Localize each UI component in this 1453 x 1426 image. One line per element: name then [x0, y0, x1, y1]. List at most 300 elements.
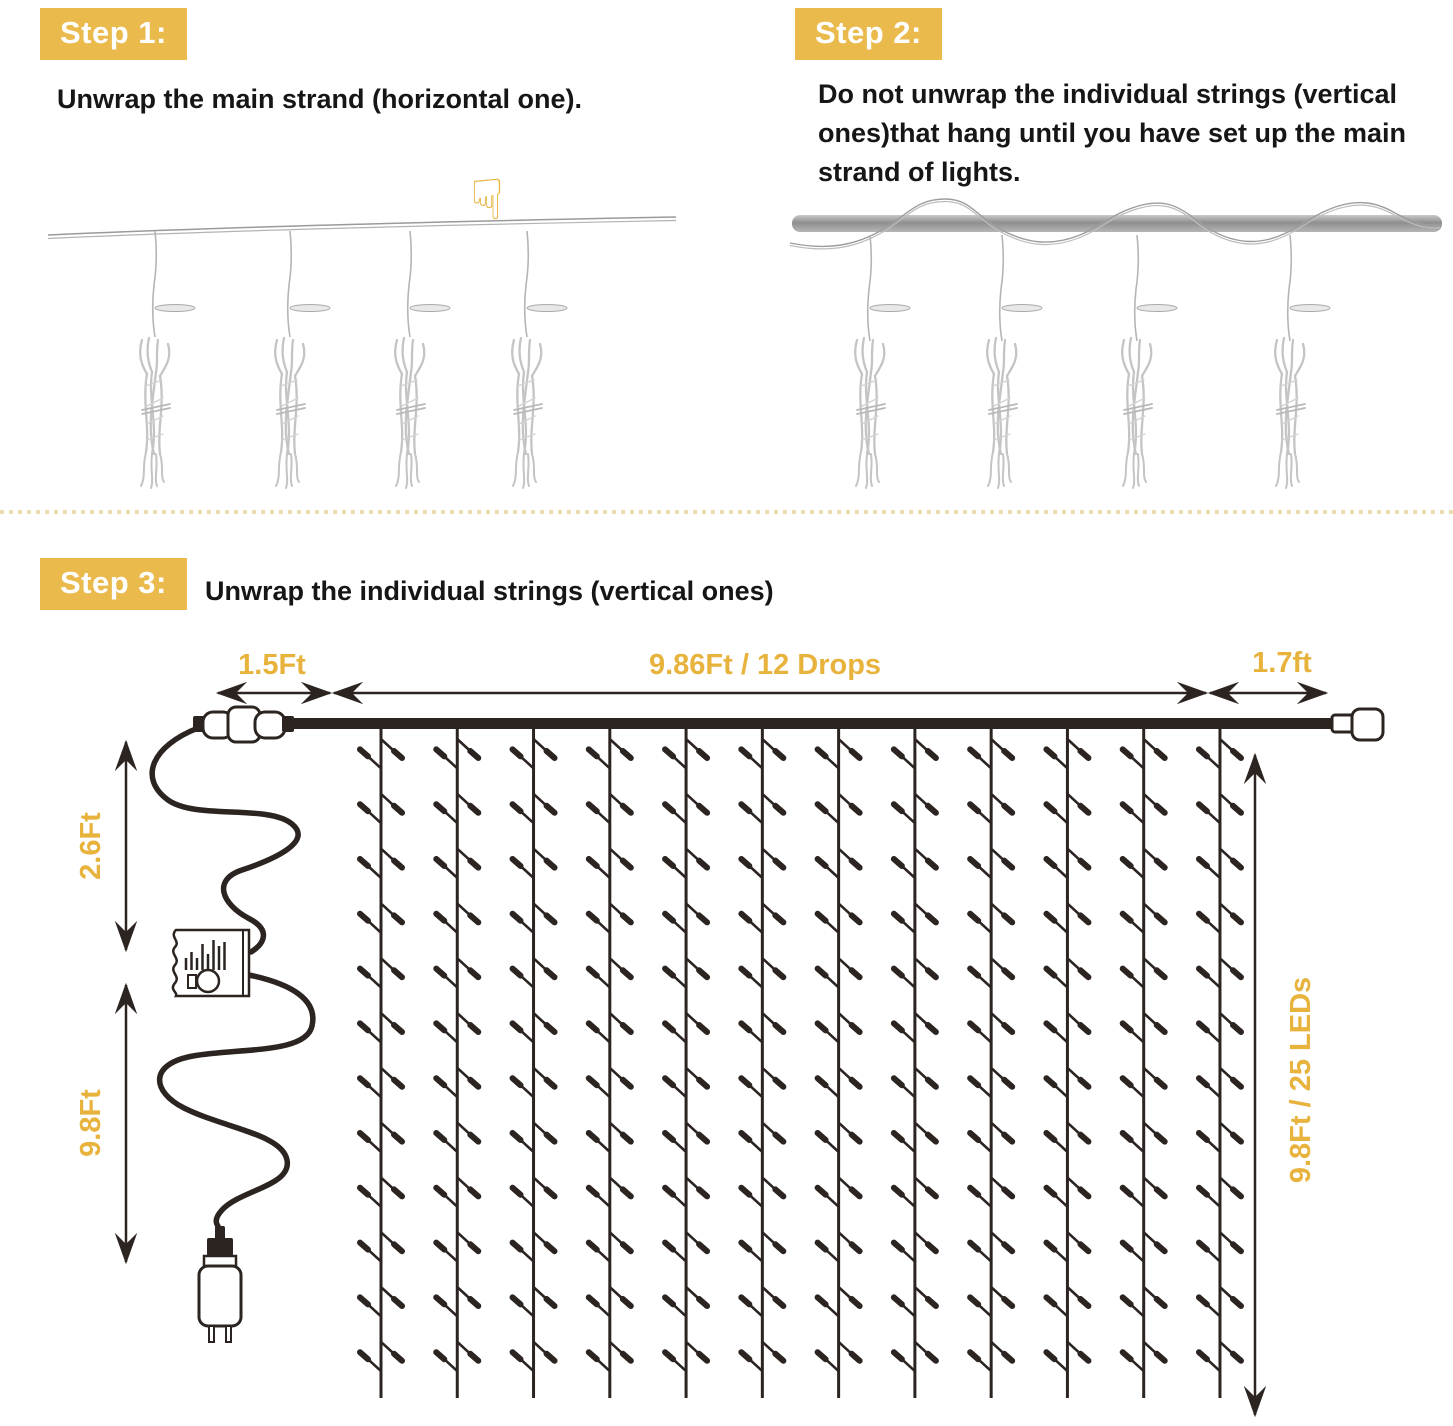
- led-bulb-icon: [699, 1025, 707, 1032]
- led-bulb-icon: [1157, 1135, 1165, 1142]
- led-bulb-icon: [1199, 914, 1207, 921]
- led-bulb-icon: [699, 915, 707, 922]
- led-bulb-icon: [1123, 914, 1131, 921]
- led-bulb-icon: [436, 1243, 444, 1250]
- switch-icon: [188, 975, 196, 988]
- led-bulb-icon: [589, 1188, 597, 1195]
- led-bulb-icon: [818, 1133, 826, 1140]
- led-bulb-icon: [589, 1078, 597, 1085]
- led-bulb-icon: [894, 1243, 902, 1250]
- led-bulb-icon: [818, 1243, 826, 1250]
- led-bulb-icon: [894, 749, 902, 756]
- led-bulb-icon: [894, 1188, 902, 1195]
- led-bulb-icon: [775, 1189, 783, 1196]
- wrapped-light-bundle: [140, 338, 170, 488]
- led-bulb-icon: [470, 915, 478, 922]
- led-bulb-icon: [818, 969, 826, 976]
- led-bulb-icon: [1157, 970, 1165, 977]
- led-bulb-icon: [1123, 1023, 1131, 1030]
- led-bulb-icon: [1233, 1080, 1241, 1087]
- led-bulb-icon: [394, 1080, 402, 1087]
- led-bulb-icon: [1046, 1297, 1054, 1304]
- led-bulb-icon: [894, 1352, 902, 1359]
- led-bulb-icon: [699, 1354, 707, 1361]
- led-bulb-icon: [852, 1025, 860, 1032]
- led-bulb-icon: [513, 1133, 521, 1140]
- wrapped-light-bundle: [395, 338, 425, 488]
- wrapped-light-bundle: [987, 338, 1017, 488]
- led-bulb-icon: [1004, 1189, 1012, 1196]
- led-bulb-icon: [741, 1243, 749, 1250]
- led-bulb-icon: [394, 970, 402, 977]
- led-bulb-icon: [699, 751, 707, 758]
- led-bulb-icon: [623, 1135, 631, 1142]
- led-bulb-icon: [394, 806, 402, 813]
- wire-clip: [527, 305, 567, 312]
- led-bulb-icon: [1046, 1078, 1054, 1085]
- led-bulb-icon: [470, 861, 478, 868]
- wrapped-light-bundle: [275, 338, 305, 488]
- led-bulb-icon: [589, 859, 597, 866]
- wire-clip: [410, 305, 450, 312]
- led-bulb-icon: [1080, 1025, 1088, 1032]
- led-bulb-icon: [360, 914, 368, 921]
- led-bulb-icon: [699, 970, 707, 977]
- left-connector-icon: [193, 707, 294, 742]
- led-bulb-icon: [775, 751, 783, 758]
- led-bulb-icon: [894, 1297, 902, 1304]
- led-bulb-icon: [1199, 749, 1207, 756]
- led-bulb-icon: [1233, 1354, 1241, 1361]
- led-bulb-icon: [436, 1133, 444, 1140]
- hanging-bundle: [855, 235, 910, 488]
- led-bulb-icon: [1233, 806, 1241, 813]
- drop-wire: [1000, 235, 1004, 341]
- led-bulb-icon: [665, 1352, 673, 1359]
- led-bulb-icon: [1046, 1188, 1054, 1195]
- led-bulb-icon: [1233, 1135, 1241, 1142]
- led-bulb-icon: [1233, 1189, 1241, 1196]
- led-bulb-icon: [818, 804, 826, 811]
- step3-instruction: Unwrap the individual strings (vertical ones): [205, 576, 774, 606]
- curtain-drop: [513, 724, 555, 1398]
- led-bulb-icon: [970, 804, 978, 811]
- led-bulb-icon: [970, 1188, 978, 1195]
- step3-diagram: [0, 628, 1453, 1426]
- led-bulb-icon: [852, 751, 860, 758]
- led-bulb-icon: [547, 915, 555, 922]
- main-strand-bar: [286, 718, 1332, 729]
- led-bulb-icon: [436, 804, 444, 811]
- curtain-drop: [818, 724, 860, 1398]
- led-bulb-icon: [1080, 970, 1088, 977]
- led-bulb-icon: [394, 915, 402, 922]
- led-bulb-icon: [928, 1299, 936, 1306]
- dim-power-upper-label: 2.6Ft: [75, 812, 107, 880]
- wrapped-light-bundle: [1122, 338, 1152, 488]
- led-bulb-icon: [970, 1297, 978, 1304]
- led-bulb-icon: [775, 1135, 783, 1142]
- led-bulb-icon: [513, 1243, 521, 1250]
- led-bulb-icon: [623, 1244, 631, 1251]
- led-bulb-icon: [894, 914, 902, 921]
- led-bulb-icon: [394, 751, 402, 758]
- led-bulb-icon: [1123, 859, 1131, 866]
- step1-badge: Step 1:: [40, 8, 187, 60]
- led-bulb-icon: [1199, 859, 1207, 866]
- hanging-bundles-group: [140, 231, 567, 488]
- led-bulb-icon: [665, 1243, 673, 1250]
- led-bulb-icon: [1199, 1133, 1207, 1140]
- curtain-drop: [970, 724, 1012, 1398]
- step2-illustration: [790, 155, 1453, 505]
- led-bulb-icon: [1199, 1243, 1207, 1250]
- led-bulb-icon: [547, 1135, 555, 1142]
- led-bulb-icon: [470, 1244, 478, 1251]
- drop-wire: [408, 231, 412, 337]
- led-bulb-icon: [1233, 861, 1241, 868]
- led-bulb-icon: [513, 1023, 521, 1030]
- led-bulb-icon: [928, 1135, 936, 1142]
- hanging-bundles-group: [855, 235, 1330, 488]
- hanging-bundle: [275, 231, 330, 488]
- led-bulb-icon: [360, 1352, 368, 1359]
- led-bulb-icon: [970, 859, 978, 866]
- led-bulb-icon: [1199, 1078, 1207, 1085]
- led-bulb-icon: [436, 969, 444, 976]
- led-bulb-icon: [470, 806, 478, 813]
- led-bulb-icon: [665, 1023, 673, 1030]
- led-bulb-icon: [775, 1025, 783, 1032]
- drop-wire: [153, 231, 157, 337]
- led-bulb-icon: [623, 1189, 631, 1196]
- led-bulb-icon: [928, 1080, 936, 1087]
- led-bulb-icon: [1004, 1244, 1012, 1251]
- led-bulb-icon: [1123, 1078, 1131, 1085]
- drop-wire: [525, 231, 529, 337]
- led-bulb-icon: [1157, 1244, 1165, 1251]
- step2-instruction: Do not unwrap the individual strings (vertical ones)that hang until you have set up the main strand of lights.: [818, 79, 1407, 188]
- led-bulb-icon: [513, 914, 521, 921]
- wrapped-light-bundle: [1275, 338, 1305, 488]
- led-bulb-icon: [852, 1299, 860, 1306]
- led-bulb-icon: [1233, 970, 1241, 977]
- led-bulb-icon: [513, 969, 521, 976]
- led-bulb-icon: [513, 1352, 521, 1359]
- led-bulb-icon: [470, 1299, 478, 1306]
- led-bulb-icon: [623, 1299, 631, 1306]
- led-bulb-icon: [1199, 1352, 1207, 1359]
- led-bulb-icon: [852, 1354, 860, 1361]
- curtain-drop: [1123, 724, 1165, 1398]
- led-bulb-icon: [1046, 804, 1054, 811]
- led-bulb-icon: [547, 1025, 555, 1032]
- led-bulb-icon: [894, 1133, 902, 1140]
- led-bulb-icon: [1046, 1243, 1054, 1250]
- led-bulb-icon: [1004, 751, 1012, 758]
- led-bulb-icon: [970, 1243, 978, 1250]
- led-bulb-icon: [1199, 1023, 1207, 1030]
- led-bulb-icon: [741, 914, 749, 921]
- led-bulb-icon: [1080, 1354, 1088, 1361]
- curtain-drop: [1199, 724, 1241, 1398]
- led-bulb-icon: [436, 749, 444, 756]
- led-bulb-icon: [665, 804, 673, 811]
- led-bulb-icon: [1123, 1352, 1131, 1359]
- led-bulb-icon: [360, 1297, 368, 1304]
- led-bulb-icon: [360, 1078, 368, 1085]
- led-bulb-icon: [928, 970, 936, 977]
- step3-badge: Step 3:: [40, 558, 187, 610]
- dimension-arrows: [126, 693, 1326, 1415]
- led-bulb-icon: [1080, 1080, 1088, 1087]
- led-bulb-icon: [394, 1135, 402, 1142]
- led-bulb-icon: [775, 1080, 783, 1087]
- led-bulb-icon: [1046, 969, 1054, 976]
- led-bulb-icon: [1080, 1299, 1088, 1306]
- button-icon: [197, 970, 219, 992]
- wire-clip: [1137, 305, 1177, 312]
- led-bulb-icon: [818, 859, 826, 866]
- led-bulb-icon: [1199, 1297, 1207, 1304]
- hanging-bundle: [512, 231, 567, 488]
- led-bulb-icon: [470, 1189, 478, 1196]
- led-bulb-icon: [589, 1023, 597, 1030]
- led-bulb-icon: [1080, 806, 1088, 813]
- led-bulb-icon: [623, 806, 631, 813]
- led-bulb-icon: [1004, 970, 1012, 977]
- led-bulb-icon: [818, 749, 826, 756]
- led-bulb-icon: [1123, 969, 1131, 976]
- drop-wire: [868, 235, 872, 341]
- led-bulb-icon: [894, 1023, 902, 1030]
- led-bulb-icon: [360, 1188, 368, 1195]
- wrapped-light-bundle: [512, 338, 542, 488]
- led-bulb-icon: [436, 1352, 444, 1359]
- drop-wire: [1288, 235, 1292, 341]
- led-bulb-icon: [852, 1080, 860, 1087]
- led-bulb-icon: [1123, 749, 1131, 756]
- led-bulb-icon: [360, 1023, 368, 1030]
- led-bulb-icon: [513, 804, 521, 811]
- led-bulb-icon: [394, 1189, 402, 1196]
- led-bulb-icon: [547, 970, 555, 977]
- led-bulb-icon: [1004, 1354, 1012, 1361]
- led-bulb-icon: [818, 914, 826, 921]
- led-bulb-icon: [894, 969, 902, 976]
- led-bulb-icon: [470, 1354, 478, 1361]
- led-bulb-icon: [1123, 1188, 1131, 1195]
- led-bulb-icon: [470, 1025, 478, 1032]
- led-bulb-icon: [623, 970, 631, 977]
- led-bulb-icon: [741, 969, 749, 976]
- led-bulb-icon: [928, 1354, 936, 1361]
- led-bulb-icon: [547, 1189, 555, 1196]
- curtain-drop: [894, 724, 936, 1398]
- led-bulb-icon: [436, 914, 444, 921]
- led-bulb-icon: [665, 1133, 673, 1140]
- led-bulb-icon: [1233, 751, 1241, 758]
- led-bulb-icon: [970, 749, 978, 756]
- led-bulb-icon: [970, 1023, 978, 1030]
- led-bulb-icon: [818, 1188, 826, 1195]
- dim-span-label: 9.86Ft / 12 Drops: [648, 649, 882, 681]
- led-bulb-icon: [1123, 804, 1131, 811]
- led-bulb-icon: [852, 1244, 860, 1251]
- led-bulb-icon: [1004, 861, 1012, 868]
- led-bulb-icon: [1233, 915, 1241, 922]
- led-bulb-icon: [589, 1243, 597, 1250]
- led-bulb-icon: [1233, 1025, 1241, 1032]
- led-bulb-icon: [775, 1354, 783, 1361]
- led-bulb-icon: [1080, 1135, 1088, 1142]
- main-strand-line: [48, 217, 676, 235]
- led-bulb-icon: [394, 1299, 402, 1306]
- drop-wire: [288, 231, 292, 337]
- led-bulb-icon: [741, 749, 749, 756]
- led-bulb-icon: [1233, 1299, 1241, 1306]
- led-bulb-icon: [436, 1188, 444, 1195]
- led-bulb-icon: [970, 1133, 978, 1140]
- led-bulb-icon: [547, 1080, 555, 1087]
- led-bulb-icon: [699, 1080, 707, 1087]
- led-bulb-icon: [775, 806, 783, 813]
- led-bulb-icon: [513, 749, 521, 756]
- right-connector-icon: [1332, 709, 1383, 740]
- led-bulb-icon: [699, 1135, 707, 1142]
- led-bulb-icon: [852, 915, 860, 922]
- led-bulb-icon: [513, 1297, 521, 1304]
- led-bulb-icon: [470, 970, 478, 977]
- led-bulb-icon: [1157, 1354, 1165, 1361]
- led-bulb-icon: [1046, 859, 1054, 866]
- led-bulb-icon: [623, 1025, 631, 1032]
- curtain-drop: [1046, 724, 1088, 1398]
- led-bulb-icon: [970, 1352, 978, 1359]
- hanging-bundle: [140, 231, 195, 488]
- led-bulb-icon: [589, 749, 597, 756]
- curtain-drop: [436, 724, 478, 1398]
- led-bulb-icon: [436, 1078, 444, 1085]
- wire-clip: [870, 305, 910, 312]
- controller-box-icon: [173, 930, 249, 996]
- led-bulb-icon: [818, 1078, 826, 1085]
- led-bulb-icon: [547, 806, 555, 813]
- led-bulb-icon: [1157, 915, 1165, 922]
- led-bulb-icon: [852, 1135, 860, 1142]
- led-bulb-icon: [665, 859, 673, 866]
- led-bulb-icon: [1046, 1133, 1054, 1140]
- led-bulb-icon: [513, 1188, 521, 1195]
- dim-drop-height-label: 9.8Ft / 25 LEDs: [1285, 976, 1317, 1184]
- led-bulb-icon: [1157, 1025, 1165, 1032]
- led-bulb-icon: [775, 1244, 783, 1251]
- led-bulb-icon: [623, 751, 631, 758]
- dim-power-lower-label: 9.8Ft: [75, 1089, 107, 1157]
- led-bulb-icon: [818, 1023, 826, 1030]
- dim-lead-left-label: 1.5Ft: [238, 649, 306, 681]
- led-bulb-icon: [1233, 1244, 1241, 1251]
- led-bulb-icon: [1004, 1299, 1012, 1306]
- led-bulb-icon: [894, 804, 902, 811]
- led-bulb-icon: [1157, 861, 1165, 868]
- led-bulb-icon: [1004, 1080, 1012, 1087]
- led-bulb-icon: [928, 1189, 936, 1196]
- led-bulb-icon: [547, 1244, 555, 1251]
- led-bulb-icon: [665, 1078, 673, 1085]
- down-pointing-hand-icon: ☟: [470, 168, 505, 231]
- led-bulb-icon: [741, 1078, 749, 1085]
- led-bulb-icon: [1199, 1188, 1207, 1195]
- led-bulb-icon: [623, 1354, 631, 1361]
- led-bulb-icon: [741, 1297, 749, 1304]
- led-bulb-icon: [589, 804, 597, 811]
- led-bulb-icon: [1157, 1299, 1165, 1306]
- led-bulb-icon: [699, 1299, 707, 1306]
- led-bulb-icon: [741, 859, 749, 866]
- led-bulb-icon: [1080, 751, 1088, 758]
- led-bulb-icon: [852, 861, 860, 868]
- led-bulb-icon: [699, 861, 707, 868]
- led-bulb-icon: [1123, 1243, 1131, 1250]
- led-bulb-icon: [741, 1188, 749, 1195]
- led-bulb-icon: [775, 861, 783, 868]
- led-bulb-icon: [1157, 806, 1165, 813]
- led-bulb-icon: [970, 914, 978, 921]
- led-bulb-icon: [547, 1299, 555, 1306]
- dim-lead-right-label: 1.7ft: [1252, 647, 1312, 679]
- led-bulb-icon: [699, 1244, 707, 1251]
- led-bulb-icon: [1123, 1133, 1131, 1140]
- led-bulb-icon: [852, 1189, 860, 1196]
- led-bulb-icon: [589, 1297, 597, 1304]
- led-bulb-icon: [1004, 1025, 1012, 1032]
- led-bulb-icon: [1046, 1352, 1054, 1359]
- led-bulb-icon: [741, 804, 749, 811]
- led-bulb-icon: [1157, 1080, 1165, 1087]
- led-bulb-icon: [852, 970, 860, 977]
- step1-instruction: Unwrap the main strand (horizontal one).: [57, 84, 583, 114]
- led-bulb-icon: [699, 806, 707, 813]
- led-bulb-icon: [394, 1244, 402, 1251]
- led-bulb-icon: [470, 751, 478, 758]
- wire-clip: [290, 305, 330, 312]
- led-bulb-icon: [360, 749, 368, 756]
- led-bulb-icon: [436, 1023, 444, 1030]
- led-bulb-icon: [1046, 1023, 1054, 1030]
- led-bulb-icon: [818, 1297, 826, 1304]
- led-bulb-icon: [1004, 806, 1012, 813]
- led-bulb-icon: [360, 859, 368, 866]
- led-bulb-icon: [360, 969, 368, 976]
- step2-badge: Step 2:: [795, 8, 942, 60]
- led-bulb-icon: [1046, 749, 1054, 756]
- led-bulb-icon: [589, 1133, 597, 1140]
- power-plug-icon: [199, 1226, 241, 1342]
- led-bulb-icon: [928, 1025, 936, 1032]
- led-bulb-icon: [623, 861, 631, 868]
- led-bulb-icon: [470, 1080, 478, 1087]
- led-bulb-icon: [970, 1078, 978, 1085]
- led-bulb-icon: [970, 969, 978, 976]
- led-bulb-icon: [623, 1080, 631, 1087]
- led-bulb-icon: [665, 749, 673, 756]
- led-bulb-icon: [1080, 915, 1088, 922]
- curtain-drop: [665, 724, 707, 1398]
- hanging-bundle: [395, 231, 450, 488]
- led-bulb-icon: [1046, 914, 1054, 921]
- led-bulb-icon: [1080, 1189, 1088, 1196]
